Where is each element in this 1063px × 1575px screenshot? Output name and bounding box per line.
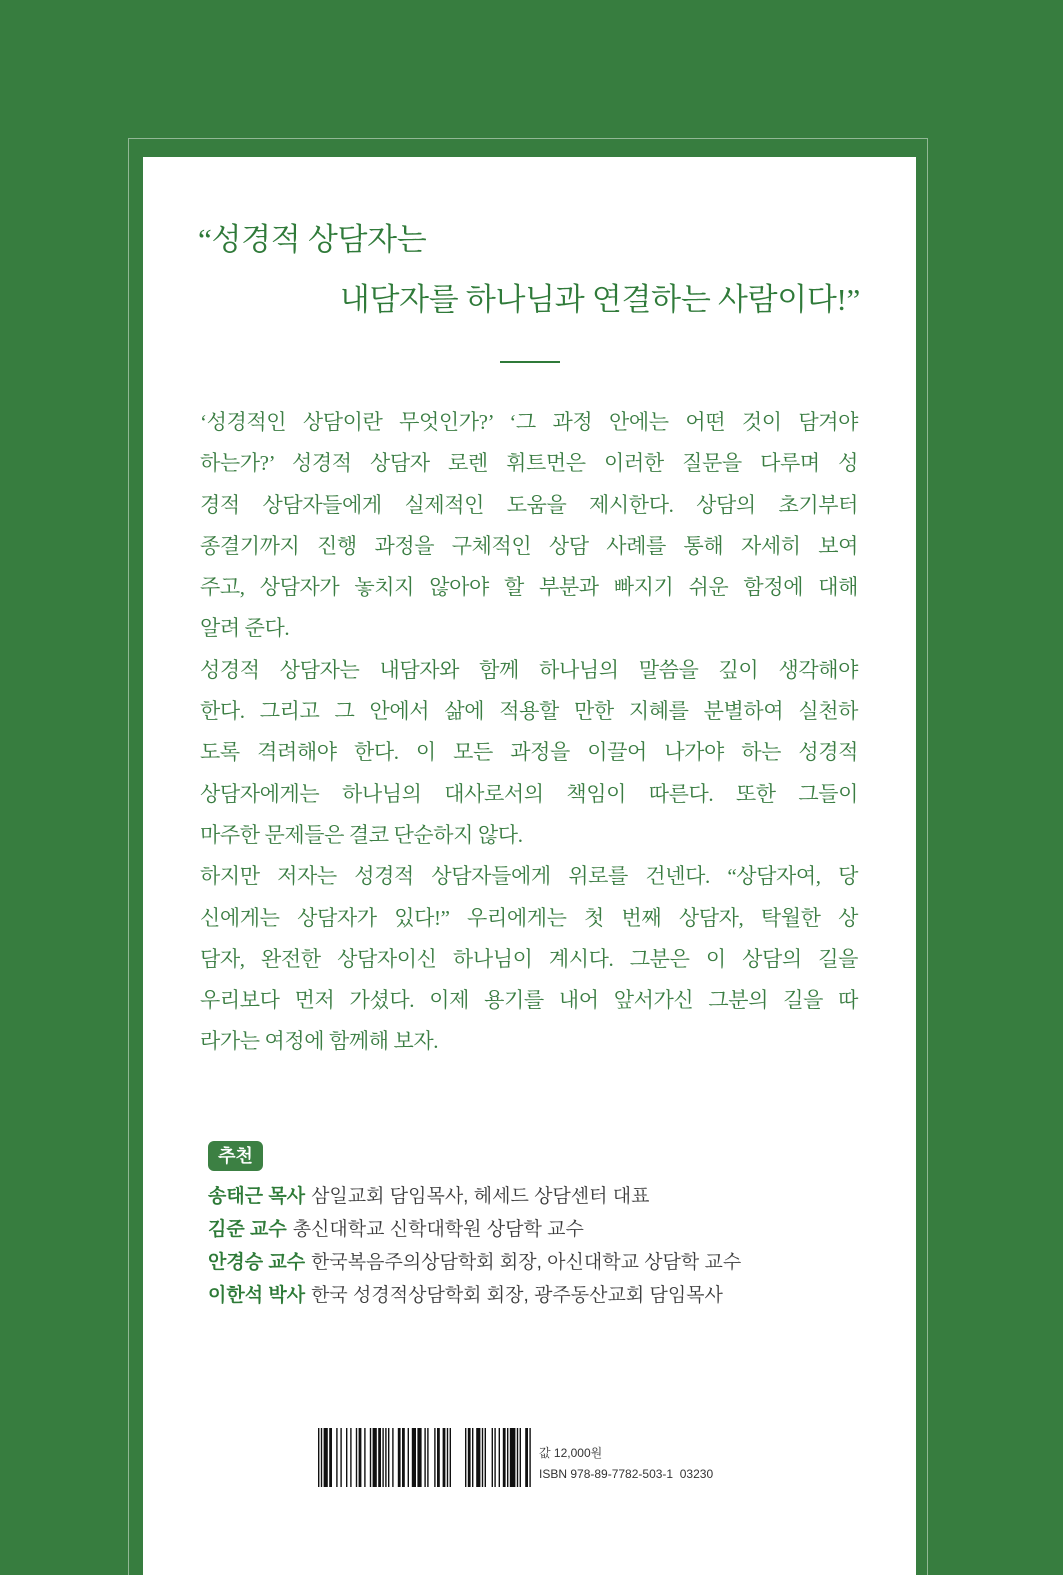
text-line: 한다. 그리고 그 안에서 삶에 적용할 만한 지혜를 분별하여 실천하 bbox=[200, 699, 858, 724]
price-label: 값 12,000원 bbox=[539, 1446, 603, 1460]
recommender-item bbox=[208, 1180, 888, 1213]
text-line: 상담자에게는 하나님의 대사로서의 책임이 따른다. 또한 그들이 bbox=[200, 781, 858, 806]
barcode-bar bbox=[402, 1428, 405, 1487]
text-line: 마주한 문제들은 결코 단순하지 않다. bbox=[200, 822, 523, 847]
barcode-bar bbox=[385, 1428, 386, 1487]
recommender-item bbox=[208, 1246, 888, 1279]
recommender-item bbox=[208, 1213, 888, 1246]
barcode-bar bbox=[443, 1428, 446, 1487]
barcode-bar bbox=[510, 1428, 516, 1487]
barcode-bar bbox=[350, 1428, 351, 1487]
barcode-bar bbox=[482, 1428, 483, 1487]
barcode-bar bbox=[412, 1428, 416, 1487]
recommender-role: 한국 성경적상담학회 회장, 광주동산교회 담임목사 bbox=[311, 1285, 723, 1306]
recommender-name: 송태근 목사 bbox=[208, 1186, 306, 1207]
text-line: 종결기까지 진행 과정을 구체적인 상담 사례를 통해 자세히 보여 bbox=[200, 533, 858, 558]
barcode-bar bbox=[324, 1428, 328, 1487]
text-line: 담자, 완전한 상담자이신 하나님이 계시다. 그분은 이 상담의 길을 bbox=[200, 946, 858, 971]
barcode-bar bbox=[373, 1428, 377, 1487]
book-description bbox=[200, 402, 858, 1063]
text-line: 알려 준다. bbox=[200, 616, 290, 641]
text-line: 하는가?’ 성경적 상담자 로렌 휘트먼은 이러한 질문을 다루며 성 bbox=[200, 451, 858, 476]
divider-rule bbox=[500, 361, 560, 363]
headline-quote-line-1: “성경적 상담자는 bbox=[198, 222, 427, 257]
text-line: 라가는 여정에 함께해 보자. bbox=[200, 1029, 439, 1054]
barcode-bar bbox=[392, 1428, 393, 1487]
barcode-bar bbox=[370, 1428, 371, 1487]
barcode-bar bbox=[318, 1428, 319, 1487]
barcode-bar bbox=[485, 1428, 486, 1487]
text-line: 우리보다 먼저 가셨다. 이제 용기를 내어 앞서가신 그분의 길을 따 bbox=[200, 988, 858, 1013]
text-line: 하지만 저자는 성경적 상담자들에게 위로를 건넨다. “상담자여, 당 bbox=[200, 864, 858, 889]
barcode-bar bbox=[329, 1428, 332, 1487]
barcode-bar bbox=[427, 1428, 428, 1487]
barcode-bar bbox=[529, 1428, 530, 1487]
barcode-bar bbox=[476, 1428, 480, 1487]
text-line: 성경적 상담자는 내담자와 함께 하나님의 말씀을 깊이 생각해야 bbox=[200, 657, 858, 682]
paragraph bbox=[200, 650, 858, 856]
paragraph bbox=[200, 402, 858, 650]
barcode-bar bbox=[340, 1428, 341, 1487]
barcode-bar bbox=[434, 1428, 435, 1487]
barcode-bar bbox=[336, 1428, 337, 1487]
recommender-name: 김준 교수 bbox=[208, 1219, 287, 1240]
text-line: 신에게는 상담자가 있다!” 우리에게는 첫 번째 상담자, 탁월한 상 bbox=[200, 905, 858, 930]
recommender-list bbox=[208, 1180, 888, 1312]
isbn-barcode bbox=[318, 1428, 532, 1487]
barcode-bar bbox=[447, 1428, 448, 1487]
barcode-bar bbox=[359, 1428, 362, 1487]
barcode-bar bbox=[525, 1428, 528, 1487]
barcode-bar bbox=[499, 1428, 500, 1487]
barcode-bar bbox=[494, 1428, 495, 1487]
barcode-bar bbox=[507, 1428, 508, 1487]
recommender-role: 한국복음주의상담학회 회장, 아신대학교 상담학 교수 bbox=[311, 1252, 742, 1273]
isbn-label: ISBN 978-89-7782-503-1 03230 bbox=[539, 1467, 714, 1481]
paragraph bbox=[200, 856, 858, 1062]
headline-quote-line-2: 내담자를 하나님과 연결하는 사람이다!” bbox=[339, 282, 860, 317]
barcode-bar bbox=[321, 1428, 322, 1487]
barcode-bar bbox=[503, 1428, 506, 1487]
barcode-bar bbox=[398, 1428, 401, 1487]
barcode-bar bbox=[492, 1428, 493, 1487]
barcode-bar bbox=[520, 1428, 521, 1487]
text-line: ‘성경적인 상담이란 무엇인가?’ ‘그 과정 안에는 어떤 것이 담겨야 bbox=[200, 410, 858, 434]
text-line: 주고, 상담자가 놓치지 않아야 할 부분과 빠지기 쉬운 함정에 대해 bbox=[200, 575, 858, 600]
barcode-bar bbox=[424, 1428, 425, 1487]
barcode-bar bbox=[450, 1428, 451, 1487]
recommender-role: 총신대학교 신학대학원 상담학 교수 bbox=[292, 1219, 584, 1240]
text-line: 도록 격려해야 한다. 이 모든 과정을 이끌어 나가야 하는 성경적 bbox=[200, 740, 858, 765]
barcode-bar bbox=[382, 1428, 383, 1487]
text-line: 경적 상담자들에게 실제적인 도움을 제시한다. 상담의 초기부터 bbox=[200, 492, 858, 517]
recommender-name: 안경승 교수 bbox=[208, 1252, 306, 1273]
barcode-bar bbox=[468, 1428, 471, 1487]
barcode-bar bbox=[356, 1428, 357, 1487]
barcode-bar bbox=[364, 1428, 365, 1487]
recommend-badge: 추천 bbox=[208, 1141, 263, 1171]
recommender-role: 삼일교회 담임목사, 헤세드 상담센터 대표 bbox=[311, 1186, 650, 1207]
recommender-name: 이한석 박사 bbox=[208, 1285, 306, 1306]
barcode-bar bbox=[388, 1428, 389, 1487]
barcode-bar bbox=[472, 1428, 473, 1487]
barcode-bar bbox=[408, 1428, 409, 1487]
barcode-bar bbox=[417, 1428, 421, 1487]
barcode-bar bbox=[517, 1428, 518, 1487]
barcode-bar bbox=[465, 1428, 466, 1487]
barcode-bar bbox=[346, 1428, 347, 1487]
barcode-bar bbox=[378, 1428, 381, 1487]
recommender-item bbox=[208, 1279, 888, 1312]
barcode-bar bbox=[437, 1428, 440, 1487]
